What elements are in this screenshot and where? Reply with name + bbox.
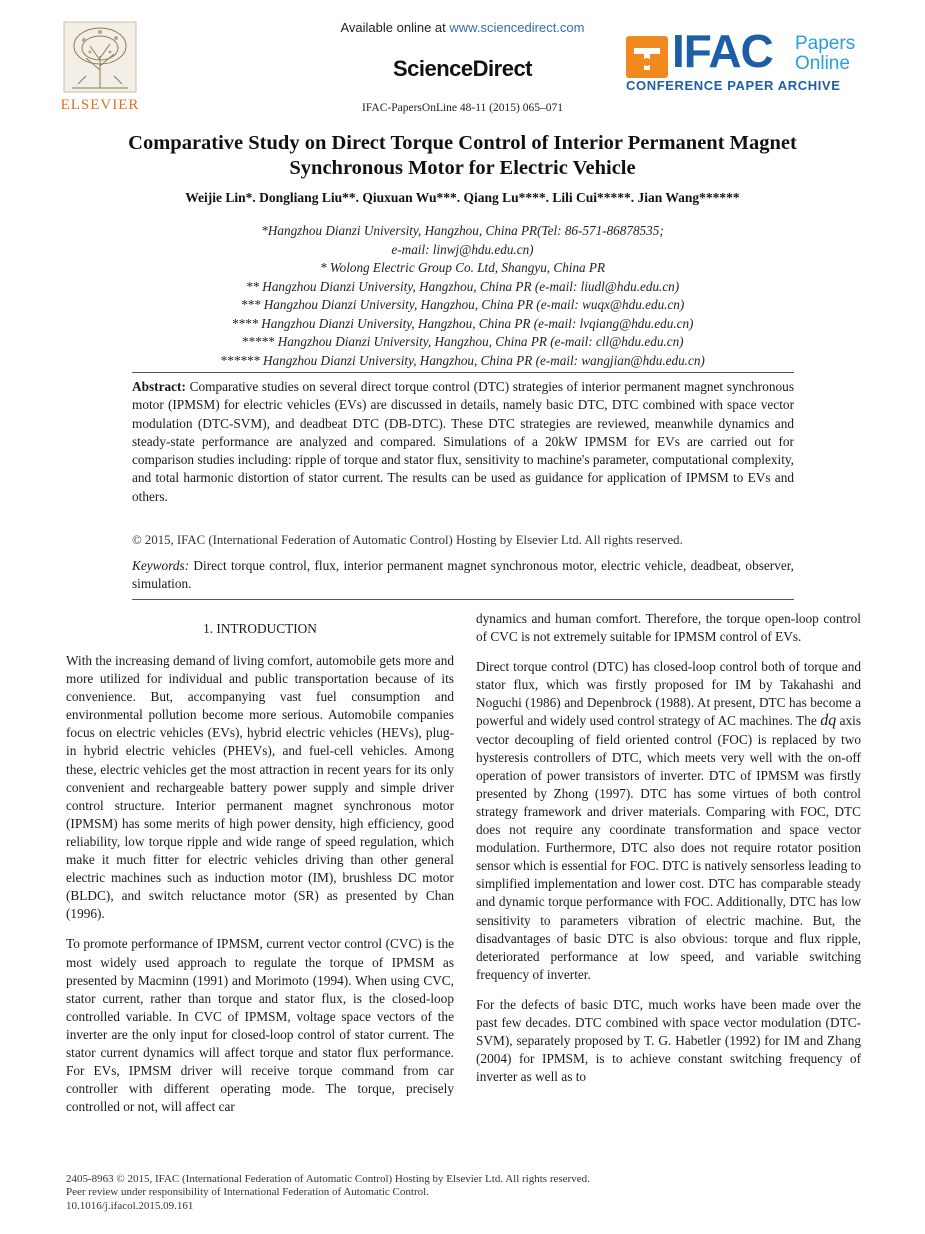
affiliation-line: ****** Hangzhou Dianzi University, Hangzhou, China PR (e-mail: wangjian@hdu.edu.cn): [220, 352, 705, 368]
elsevier-tree-logo: [60, 18, 140, 108]
copyright-notice: © 2015, IFAC (International Federation of Automatic Control) Hosting by Elsevier Ltd. All rights reserved.: [132, 533, 683, 547]
sciencedirect-link[interactable]: www.sciencedirect.com: [449, 20, 585, 35]
keywords-label: Keywords:: [132, 558, 190, 573]
abstract: [132, 378, 794, 506]
body-paragraph: dynamics and human comfort. Therefore, the torque open-loop control of CVC is not extremely suitable for IPMSM control of EVs.: [476, 611, 861, 645]
affiliation-line: **** Hangzhou Dianzi University, Hangzhou, China PR (e-mail: lvqiang@hdu.edu.cn): [231, 315, 694, 331]
body-paragraph: With the increasing demand of living comfort, automobile gets more and more utilized for individual and public transportation because of its convenience. But, accompanying vast fuel consumption and environmental pollution become more serious. Automobile companies focus on electric vehicles (EVs), hybrid electric vehicles (HEVs), plug-in hybrid electric vehicles (PHEVs), and fuel-cell vehicles. Among these, electric vehicles get the most attraction in recent years for its only convenient and rechargeable battery power supply and simple driver control structure. Interior permanent magnet synchronous motor (IPMSM) has some merits of high power density, high efficiency, good reliability, low torque ripple and wide range of speed regulation, which make it much fitter for electric vehicles driving than other general electric machines such as induction motor (IM), brushless DC motor (BLDC), and switch reluctance motor (SR) as presented by Chan (1996).: [66, 653, 454, 922]
keywords-text: Direct torque control, flux, interior permanent magnet synchronous motor, electric vehicle, deadbeat, observer, simulation.: [132, 558, 794, 592]
body-paragraph: [476, 658, 861, 984]
affiliation-line: *Hangzhou Dianzi University, Hangzhou, China PR(Tel: 86-571-86878535;: [261, 223, 664, 238]
left-column: [66, 652, 454, 1128]
body-paragraph: For the defects of basic DTC, much works have been made over the past few decades. DTC combined with space vector modulation (DTC-SVM), separately proposed by T. G. Habetler (1992) for IM and Zhang (2004) for IPMSM, is to achieve constant switching frequency of inverter as well as to: [476, 996, 861, 1085]
doi-link[interactable]: 10.1016/j.ifacol.2015.09.161: [66, 1199, 194, 1212]
sciencedirect-wordmark: ScienceDirect: [392, 56, 533, 81]
available-online-prefix: Available online at: [340, 20, 450, 35]
right-column: [476, 610, 861, 1098]
paragraph-text: axis vector decoupling of field oriented control (FOC) is replaced by two hysteresis controllers of DTC, which meets very well with the on-off operation of power transistors of inverter. DTC of IPMSM was firstly presented by Zhong (1997). DTC has some virtues of both control strategy framework and driver materials. Comparing with FOC, DTC does not require any coordinate transformation and space vector modulation. Furthermore, DTC also does not require rotator position sensor which is essential for FOC. DTC is natively sensorless leading to simplified implementation and lower cost. DTC has comparable steady and dynamic torque performance with FOC. Additionally, DTC has low sensitivity to parameters vibration of electric machine. But, the disadvantages of basic DTC is also obvious: torque and flux ripple, deteriorated performance at low speed, and variable switching frequency of inverter.: [476, 713, 861, 982]
journal-reference: IFAC-PapersOnLine 48-11 (2015) 065–071: [362, 102, 563, 114]
dq-symbol: dq: [820, 712, 837, 730]
footer-notes: [66, 1173, 590, 1213]
affiliations: [0, 222, 925, 370]
keywords: [132, 557, 794, 594]
abstract-label: Abstract:: [132, 379, 186, 394]
abstract-text: Comparative studies on several direct torque control (DTC) strategies of interior permanent magnet synchronous motor (IPMSM) for electric vehicles (EVs) are discussed in details, namely basic DTC, DTC combined with space vector modulation (DTC-SVM), and deadbeat DTC (DB-DTC). These DTC strategies are reviewed, meanwhile dynamics and steady-state performance are analyzed and compared. Simulations of a 20kW IPMSM for EVs are carried out for comparison studies including: ripple of torque and stator flux, sensitivity to machine's parameter, computational complexity, and total harmonic distortion of stator current. The results can be used as guidance for application of IPMSM to EVs and others.: [132, 379, 795, 504]
paragraph-text: Direct torque control (DTC) has closed-loop control both of torque and stator flux, which was firstly proposed for IM by Takahashi and Noguchi (1986) and Depenbrock (1988). At present, DTC has become a powerful and widely used control strategy of AC machines. The: [476, 659, 861, 729]
author-list: Weijie Lin*. Dongliang Liu**. Qiuxuan Wu***. Qiang Lu****. Lili Cui*****. Jian Wang******: [185, 190, 740, 205]
body-paragraph: To promote performance of IPMSM, current vector control (CVC) is the most widely used approach to regulate the torque of IPMSM as presented by Macminn (1991) and Morimoto (1994). When using CVC, stator current, rather than torque and stator flux, is the closed-loop controlled variable. In CVC of IPMSM, voltage space vectors of the inverter are the only input for closed-loop control of stator current. The stator current dynamics will affect torque and stator flux performance. For EVs, IPMSM driver will receive torque command from car controller with different operating mode. The torque, precisely controlled or not, will affect car: [66, 936, 454, 1115]
ifac-papers-text: Papers: [795, 33, 856, 54]
abstract-top-rule: [132, 372, 794, 373]
abstract-bottom-rule: [132, 599, 794, 600]
ifac-online-text: Online: [795, 53, 850, 74]
section-heading: 1. INTRODUCTION: [203, 621, 317, 636]
paper-title: Comparative Study on Direct Torque Control of Interior Permanent Magnet Synchronous Motor for Electric Vehicle: [128, 132, 797, 179]
affiliation-line: ***** Hangzhou Dianzi University, Hangzhou, China PR (e-mail: cll@hdu.edu.cn): [241, 334, 684, 349]
affiliation-line: ** Hangzhou Dianzi University, Hangzhou, China PR (e-mail: liudl@hdu.edu.cn): [245, 278, 680, 294]
ifac-emblem-icon: [626, 36, 668, 78]
footer-line: 2405-8963 © 2015, IFAC (International Federation of Automatic Control) Hosting by Elsevier Ltd. All rights reserved.: [66, 1173, 590, 1185]
affiliation-line: e-mail: linwj@hdu.edu.cn): [391, 241, 534, 257]
elsevier-wordmark: ELSEVIER: [60, 97, 140, 113]
ifac-conference-archive: CONFERENCE PAPER ARCHIVE: [626, 78, 841, 93]
affiliation-line: * Wolong Electric Group Co. Ltd, Shangyu, China PR: [319, 260, 606, 275]
footer-line: Peer review under responsibility of International Federation of Automatic Control.: [66, 1186, 429, 1199]
ifac-wordmark: IFAC: [672, 25, 773, 77]
affiliation-line: *** Hangzhou Dianzi University, Hangzhou, China PR (e-mail: wuqx@hdu.edu.cn): [240, 297, 685, 312]
